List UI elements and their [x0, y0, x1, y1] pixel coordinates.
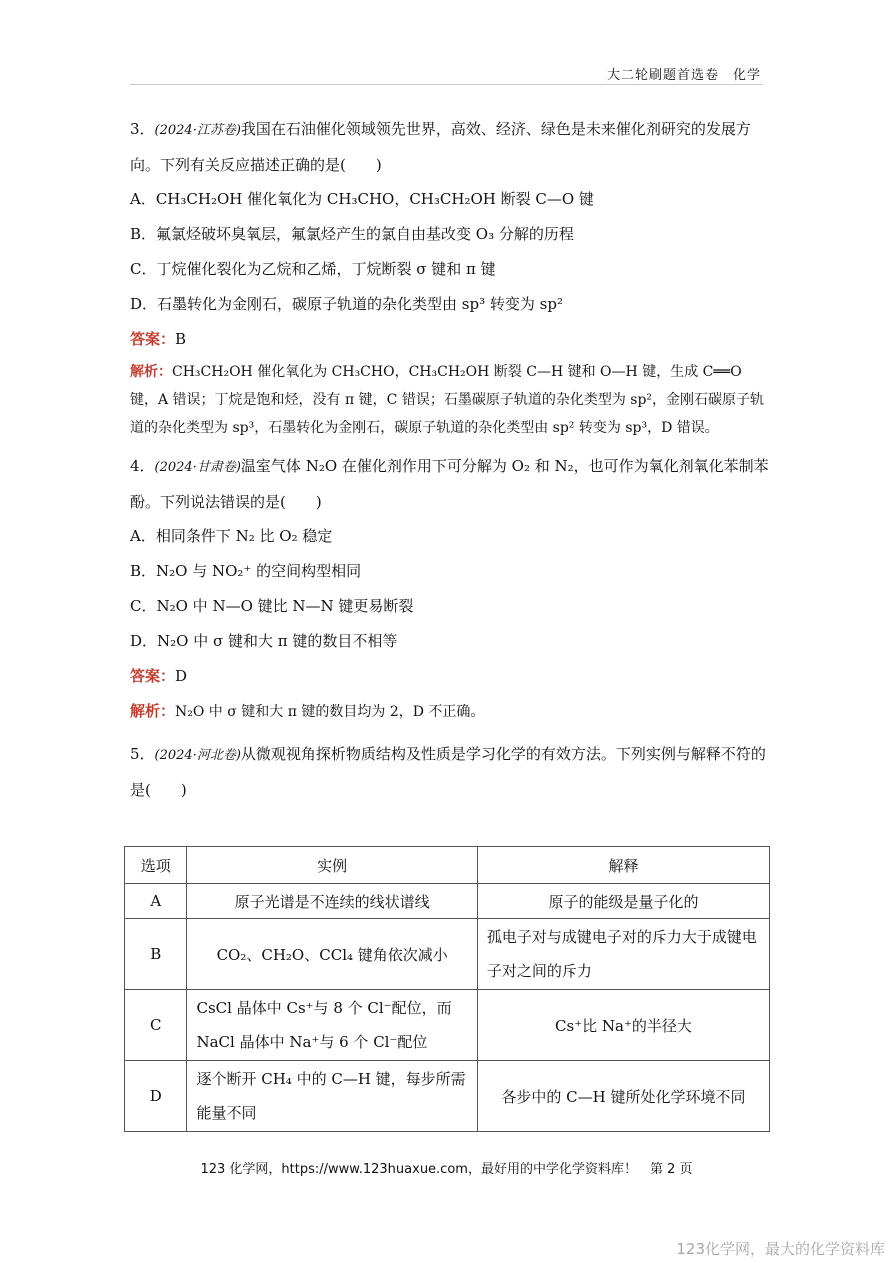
example-text: 逐个断开 CH₄ 中的 C—H 键，每步所需能量不同	[196, 1070, 466, 1122]
table-cell-explanation	[477, 919, 769, 990]
analysis-label: 解析：	[130, 364, 172, 380]
question-4-text: 温室气体 N₂O 在催化剂作用下可分解为 O₂ 和 N₂，也可作为氧化剂氧化苯制苯酚。下列说法错误的是( )	[130, 457, 769, 511]
table-cell-option: B	[125, 919, 187, 990]
table-cell-explanation: 原子的能级是量子化的	[477, 884, 769, 919]
question-5-stem	[130, 737, 770, 808]
answer-label: 答案：	[130, 667, 176, 685]
question-5-number: 5．	[130, 745, 155, 763]
question-3-text: 我国在石油催化领域领先世界，高效、经济、绿色是未来催化剂研究的发展方向。下列有关反应描述正确的是( )	[130, 120, 751, 174]
table-header-example: 实例	[187, 847, 477, 884]
table-cell-explanation: 各步中的 C—H 键所处化学环境不同	[477, 1061, 769, 1132]
question-3-source: (2024·江苏卷)	[154, 123, 241, 138]
table-cell-option: D	[125, 1061, 187, 1132]
page-footer: 123 化学网，https://www.123huaxue.com，最好用的中学化学资料库！ 第 2 页	[200, 1162, 693, 1177]
analysis-text: N₂O 中 σ 键和大 π 键的数目均为 2，D 不正确。	[175, 704, 485, 720]
answer-value: D	[175, 667, 188, 685]
table-row	[125, 919, 770, 990]
question-4-option-d: D．N₂O 中 σ 键和大 π 键的数目不相等	[130, 632, 398, 650]
question-3-option-a: A．CH₃CH₂OH 催化氧化为 CH₃CHO，CH₃CH₂OH 断裂 C—O 键	[130, 190, 594, 208]
answer-label: 答案：	[130, 330, 176, 348]
answer-value: B	[175, 330, 187, 348]
table-row	[125, 990, 770, 1061]
question-5-table	[124, 846, 770, 1132]
question-3-option-d: D．石墨转化为金刚石，碳原子轨道的杂化类型由 sp³ 转变为 sp²	[130, 295, 563, 313]
table-cell-option: A	[125, 884, 187, 919]
question-5-text: 从微观视角探析物质结构及性质是学习化学的有效方法。下列实例与解释不符的是( )	[130, 745, 766, 799]
question-3-analysis	[130, 358, 770, 442]
question-3-answer	[130, 329, 770, 349]
question-4-source: (2024·甘肃卷)	[154, 460, 241, 475]
question-4-option-a: A．相同条件下 N₂ 比 O₂ 稳定	[130, 527, 333, 545]
site-watermark: 123化学网，最大的化学资料库	[676, 1240, 885, 1258]
question-3-option-b: B．氟氯烃破坏臭氧层，氟氯烃产生的氯自由基改变 O₃ 分解的历程	[130, 225, 574, 243]
table-cell-example: CO₂、CH₂O、CCl₄ 键角依次减小	[187, 919, 477, 990]
table-header-row	[125, 847, 770, 884]
question-4-stem	[130, 449, 770, 520]
question-3-stem	[130, 112, 770, 183]
question-content	[130, 112, 770, 808]
question-4-option-b: B．N₂O 与 NO₂⁺ 的空间构型相同	[130, 562, 362, 580]
question-4-answer	[130, 666, 770, 686]
table-row	[125, 884, 770, 919]
analysis-label: 解析：	[130, 702, 176, 720]
question-4-option-c: C．N₂O 中 N—O 键比 N—N 键更易断裂	[130, 597, 414, 615]
table-cell-example: 原子光谱是不连续的线状谱线	[187, 884, 477, 919]
question-3-option-c: C．丁烷催化裂化为乙烷和乙烯，丁烷断裂 σ 键和 π 键	[130, 260, 496, 278]
page-header: 大二轮刷题首选卷 化学	[606, 68, 761, 83]
header-divider	[130, 84, 763, 85]
table-cell-explanation: Cs⁺比 Na⁺的半径大	[477, 990, 769, 1061]
explanation-text: 孤电子对与成键电子对的斥力大于成键电子对之间的斥力	[486, 928, 757, 980]
table-cell-option: C	[125, 990, 187, 1061]
question-3-number: 3．	[130, 120, 155, 138]
question-4-number: 4．	[130, 457, 155, 475]
table-header-explanation: 解释	[477, 847, 769, 884]
analysis-text: CH₃CH₂OH 催化氧化为 CH₃CHO，CH₃CH₂OH 断裂 C—H 键和 O—H 键，生成 C══O 键，A 错误；丁烷是饱和烃，没有 π 键，C 错误；石墨碳原子轨道的杂化类型为 sp²，金刚石碳原子轨道的杂化类型为 sp³，石墨转化为金刚石，碳原子轨道的杂化类型由 sp² 转变为 sp³，D 错误。	[130, 364, 765, 436]
table-cell-example	[187, 1061, 477, 1132]
table-row	[125, 1061, 770, 1132]
table-header-option: 选项	[125, 847, 187, 884]
table-cell-example	[187, 990, 477, 1061]
question-5-source: (2024·河北卷)	[154, 748, 241, 763]
example-text: CsCl 晶体中 Cs⁺与 8 个 Cl⁻配位，而 NaCl 晶体中 Na⁺与 6 个 Cl⁻配位	[196, 999, 452, 1051]
question-4-analysis	[130, 701, 770, 722]
